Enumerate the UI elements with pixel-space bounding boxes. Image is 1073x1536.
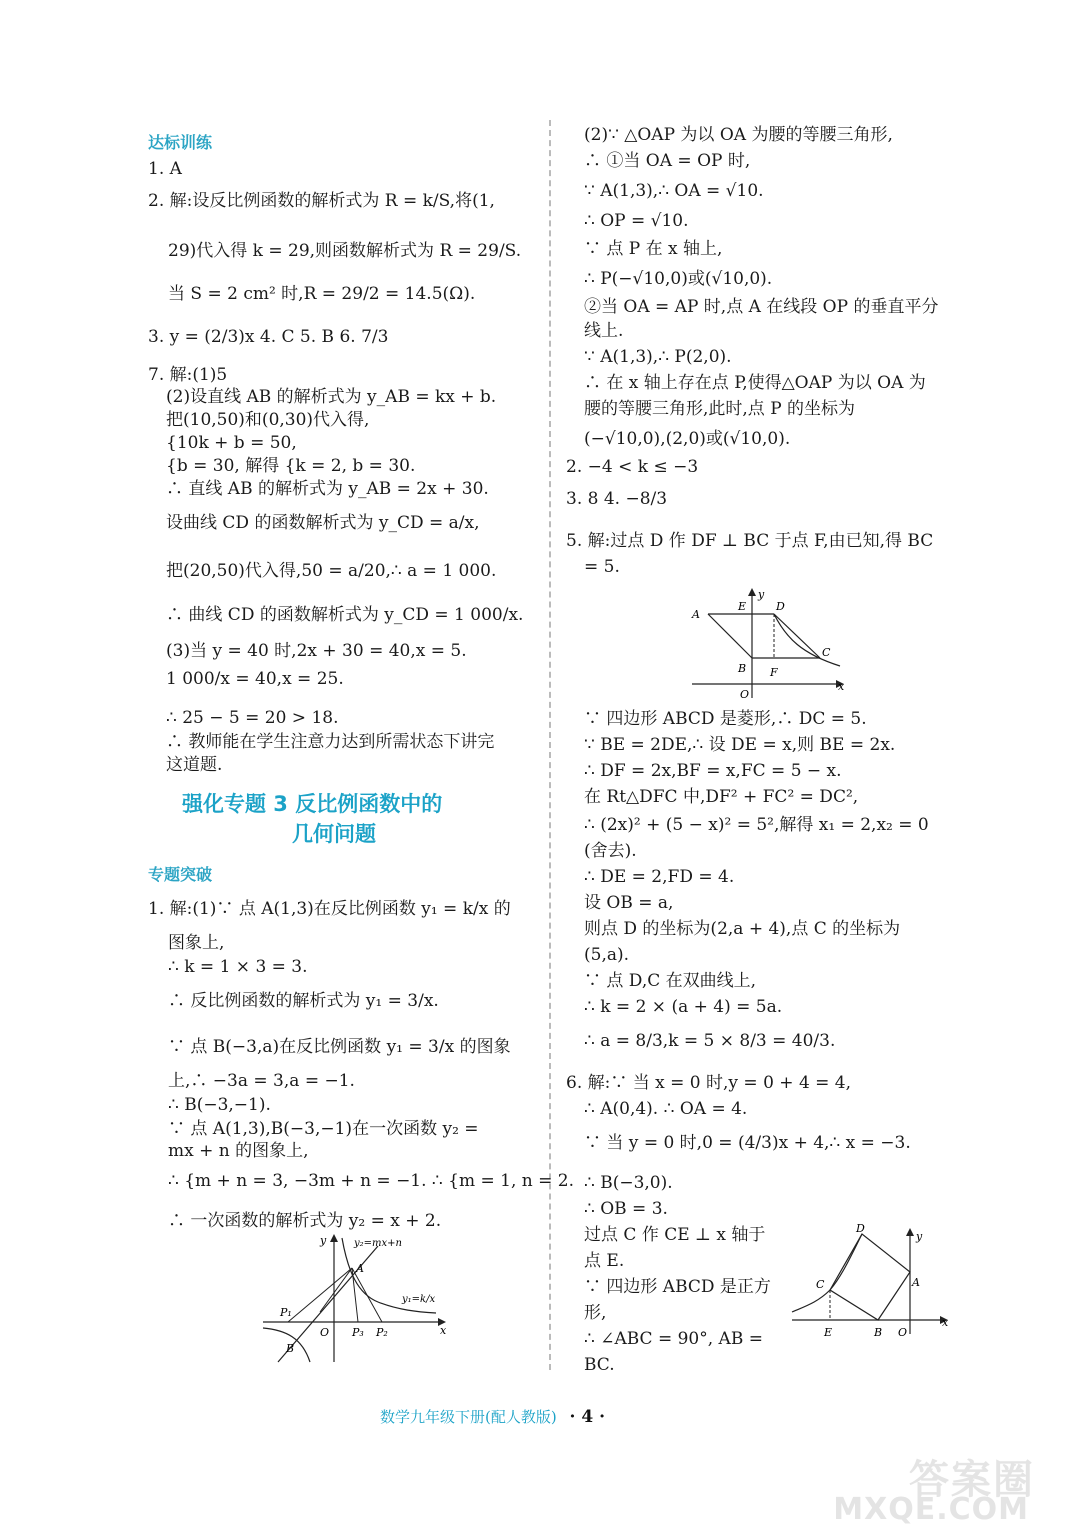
text-line: 把(10,50)和(0,30)代入得,: [166, 410, 370, 430]
text-line: ∵ 四边形 ABCD 是菱形,∴ DC = 5.: [584, 709, 867, 729]
text-line: 2. 解:设反比例函数的解析式为 R = k/S,将(1,: [148, 191, 495, 211]
text-line: ∵ 点 A(1,3),B(−3,−1)在一次函数 y₂ =: [168, 1119, 479, 1139]
fig1-label-p2: P₂: [376, 1326, 388, 1339]
text-line: ∴ k = 1 × 3 = 3.: [168, 957, 308, 977]
fig3-hyperbola: [792, 1234, 862, 1312]
fig1-label-p3: P₃: [352, 1326, 364, 1339]
fig3-y-arrow: [906, 1228, 914, 1236]
fig2-label-c: C: [822, 646, 831, 659]
fig2-label-e: E: [738, 600, 747, 613]
text-line: ∴ OP = √10.: [584, 211, 689, 231]
text-line: ∵ 点 P 在 x 轴上,: [584, 239, 723, 259]
text-line: 设曲线 CD 的函数解析式为 y_CD = a/x,: [166, 513, 480, 533]
text-line: ∴ OB = 3.: [584, 1199, 668, 1219]
text-line: (−√10,0),(2,0)或(√10,0).: [584, 429, 791, 449]
watermark-url: MXQE.COM: [833, 1492, 1029, 1527]
text-line: ∴ {m + n = 3, −3m + n = −1. ∴ {m = 1, n = 2.: [168, 1171, 574, 1191]
section-title-practice: 达标训练: [148, 133, 213, 152]
text-line: 这道题.: [166, 755, 223, 775]
fig2-side-dc: [774, 614, 820, 658]
text-line: ∵ 点 B(−3,a)在反比例函数 y₁ = 3/x 的图象: [168, 1037, 511, 1057]
figure-hyperbola-line: [258, 1232, 448, 1368]
text-line: ∴ 25 − 5 = 20 > 18.: [166, 708, 339, 728]
text-line: ∵ BE = 2DE,∴ 设 DE = x,则 BE = 2x.: [584, 735, 896, 755]
fig1-seg-oa: [320, 1268, 352, 1312]
text-line: ∴ P(−√10,0)或(√10,0).: [584, 269, 773, 289]
fig2-label-o: O: [740, 688, 750, 701]
text-line: 29)代入得 k = 29,则函数解析式为 R = 29/S.: [168, 241, 522, 261]
text-line: (5,a).: [584, 945, 630, 965]
text-line: ∴ 一次函数的解析式为 y₂ = x + 2.: [168, 1211, 442, 1231]
topic-heading-line1: 强化专题 3 反比例函数中的: [182, 792, 443, 816]
text-line: 1 000/x = 40,x = 25.: [166, 669, 344, 689]
text-line: 形,: [584, 1303, 607, 1323]
fig3-label-y: y: [916, 1230, 923, 1243]
text-line: = 5.: [584, 557, 620, 577]
fig1-seg-ap2: [352, 1268, 382, 1322]
fig1-label-a: A: [356, 1262, 364, 1275]
watermark-logo: 答案圈: [909, 1457, 1035, 1503]
text-line: 1. 解:(1)∵ 点 A(1,3)在反比例函数 y₁ = k/x 的: [148, 899, 511, 919]
fig1-label-x: x: [440, 1324, 447, 1337]
fig3-label-d: D: [856, 1222, 865, 1235]
fig3-square: [830, 1234, 910, 1320]
text-line: ∴ A(0,4). ∴ OA = 4.: [584, 1099, 748, 1119]
text-line: ∴ B(−3,−1).: [168, 1095, 271, 1115]
text-line: 3. y = (2/3)x 4. C 5. B 6. 7/3: [148, 327, 389, 347]
text-line: 腰的等腰三角形,此时,点 P 的坐标为: [584, 399, 856, 419]
text-line: ∴ 在 x 轴上存在点 P,使得△OAP 为以 OA 为: [584, 373, 926, 393]
text-line: (舍去).: [584, 841, 637, 861]
text-line: 线上.: [584, 321, 624, 341]
footer-book-title: 数学九年级下册(配人教版): [380, 1408, 557, 1426]
text-line: 当 S = 2 cm² 时,R = 29/2 = 14.5(Ω).: [168, 284, 476, 304]
text-line: ∴ 曲线 CD 的函数解析式为 y_CD = 1 000/x.: [166, 605, 524, 625]
fig3-label-a: A: [912, 1276, 920, 1289]
fig1-seg-ap3: [352, 1268, 358, 1322]
topic-heading-line2: 几何问题: [292, 822, 376, 846]
section-title-breakthrough: 专题突破: [148, 865, 213, 884]
fig2-label-x: x: [838, 680, 845, 693]
text-line: ∴ ∠ABC = 90°, AB =: [584, 1329, 763, 1349]
fig1-label-line: y₂=mx+n: [354, 1238, 402, 1249]
text-line: 过点 C 作 CE ⊥ x 轴于: [584, 1225, 766, 1245]
text-line: ∴ DE = 2,FD = 4.: [584, 867, 735, 887]
text-line: (2)∵ △OAP 为以 OA 为腰的等腰三角形,: [584, 125, 893, 145]
text-line: 3. 8 4. −8/3: [566, 489, 668, 509]
figure-rhombus: [690, 586, 850, 706]
fig2-y-arrow: [748, 588, 756, 596]
fig3-label-b: B: [874, 1326, 883, 1339]
fig2-label-a: A: [692, 608, 700, 621]
fig2-side-ab: [708, 614, 752, 658]
fig3-label-x: x: [942, 1316, 949, 1329]
text-line: ∴ k = 2 × (a + 4) = 5a.: [584, 997, 783, 1017]
text-line: 则点 D 的坐标为(2,a + 4),点 C 的坐标为: [584, 919, 901, 939]
fig2-label-b: B: [738, 662, 747, 675]
text-line: 把(20,50)代入得,50 = a/20,∴ a = 1 000.: [166, 561, 497, 581]
text-line: ∵ 点 D,C 在双曲线上,: [584, 971, 757, 991]
text-line: ∵ A(1,3),∴ OA = √10.: [584, 181, 764, 201]
fig1-y-arrow: [330, 1234, 338, 1242]
text-line: 5. 解:过点 D 作 DF ⊥ BC 于点 F,由已知,得 BC: [566, 531, 934, 551]
fig2-label-f: F: [770, 666, 778, 679]
text-line: (2)设直线 AB 的解析式为 y_AB = kx + b.: [166, 387, 497, 407]
text-line: ∵ A(1,3),∴ P(2,0).: [584, 347, 732, 367]
fig1-label-b: B: [286, 1342, 295, 1355]
figure-square: [790, 1222, 954, 1342]
text-line: ∵ 当 y = 0 时,0 = (4/3)x + 4,∴ x = −3.: [584, 1133, 911, 1153]
text-line: ∴ (2x)² + (5 − x)² = 5²,解得 x₁ = 2,x₂ = 0: [584, 815, 929, 835]
text-line: 上,∴ −3a = 3,a = −1.: [168, 1071, 355, 1091]
text-line: ②当 OA = AP 时,点 A 在线段 OP 的垂直平分: [584, 297, 939, 317]
text-line: ∴ 直线 AB 的解析式为 y_AB = 2x + 30.: [166, 479, 489, 499]
text-line: ∴ 教师能在学生注意力达到所需状态下讲完: [166, 732, 495, 752]
page-number: · 4 ·: [569, 1407, 606, 1427]
text-line: 1. A: [148, 159, 182, 179]
text-line: 点 E.: [584, 1251, 625, 1271]
fig3-label-e: E: [824, 1326, 833, 1339]
fig2-label-y: y: [758, 588, 765, 601]
text-line: (3)当 y = 40 时,2x + 30 = 40,x = 5.: [166, 641, 467, 661]
text-line: {10k + b = 50,: [166, 433, 297, 453]
text-line: 在 Rt△DFC 中,DF² + FC² = DC²,: [584, 787, 859, 807]
fig1-label-y: y: [320, 1234, 327, 1247]
fig3-label-o: O: [898, 1326, 908, 1339]
text-line: 图象上,: [168, 933, 225, 953]
fig2-label-d: D: [776, 600, 785, 613]
text-line: 设 OB = a,: [584, 893, 674, 913]
text-line: 6. 解:∵ 当 x = 0 时,y = 0 + 4 = 4,: [566, 1073, 852, 1093]
text-line: ∵ 四边形 ABCD 是正方: [584, 1277, 771, 1297]
text-line: ∴ ①当 OA = OP 时,: [584, 151, 751, 171]
text-line: ∴ a = 8/3,k = 5 × 8/3 = 40/3.: [584, 1031, 836, 1051]
fig3-label-c: C: [816, 1278, 825, 1291]
text-line: ∴ 反比例函数的解析式为 y₁ = 3/x.: [168, 991, 439, 1011]
fig1-label-p1: P₁: [280, 1306, 292, 1319]
text-line: BC.: [584, 1355, 615, 1375]
fig1-label-o: O: [320, 1326, 330, 1339]
text-line: 2. −4 < k ≤ −3: [566, 457, 699, 477]
page-footer: [380, 1406, 605, 1427]
text-line: mx + n 的图象上,: [168, 1141, 309, 1161]
text-line: ∴ DF = 2x,BF = x,FC = 5 − x.: [584, 761, 842, 781]
text-line: 7. 解:(1)5: [148, 365, 228, 385]
fig1-label-curve: y₁=k/x: [402, 1294, 436, 1305]
text-line: {b = 30, 解得 {k = 2, b = 30.: [166, 456, 416, 476]
text-line: ∴ B(−3,0).: [584, 1173, 673, 1193]
